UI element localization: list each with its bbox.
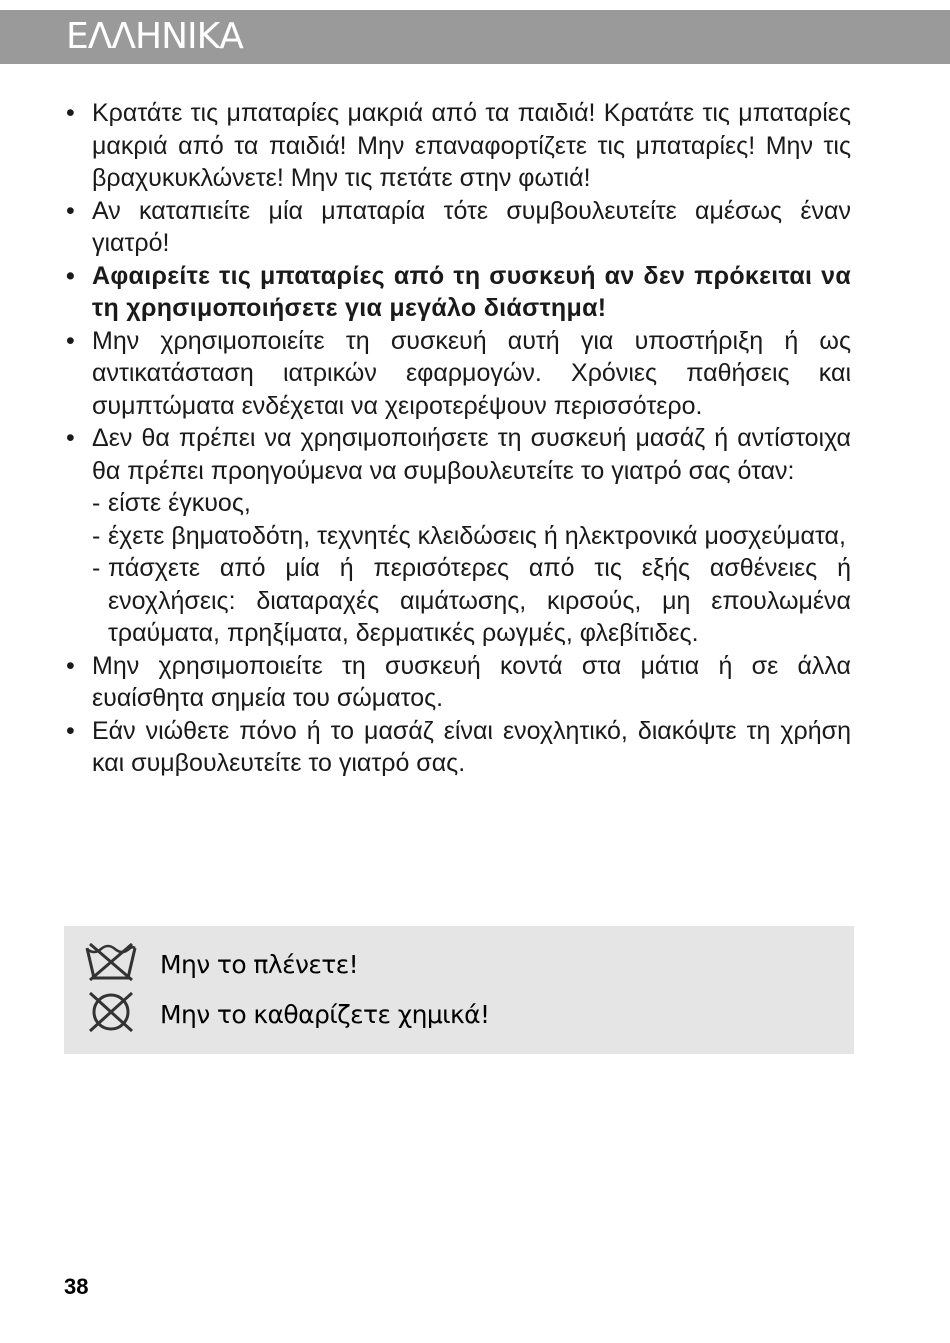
content	[66, 97, 851, 780]
list-item: • Μην χρησιμοποιείτε τη συσκευή κοντά στα μάτια ή σε άλλα ευαίσθητα σημεία του σώματος.	[66, 650, 851, 715]
sub-list-item: - έχετε βηματοδότη, τεχνητές κλειδώσεις ή ηλεκτρονικά μοσχεύματα,	[92, 520, 851, 553]
safety-list	[66, 97, 851, 780]
list-item-text: Δεν θα πρέπει να χρησιμοποιήσετε τη συσκευή μασάζ ή αντίστοιχα θα πρέπει προηγούμενα να συμβουλευτείτε το γιατρό σας όταν:	[92, 424, 851, 485]
care-text-no-dry-clean: Μην το καθαρίζετε χημικά!	[160, 1000, 490, 1029]
list-item: • Κρατάτε τις μπαταρίες μακριά από τα παιδιά! Κρατάτε τις μπαταρίες μακριά από τα παιδιά! Μην επαναφορτίζετε τις μπαταρίες! Μην τις βραχυκυκλώνετε! Μην τις πετάτε στην φωτιά!	[66, 97, 851, 195]
page-number: 38	[64, 1274, 89, 1299]
care-text-no-wash: Μην το πλένετε!	[160, 950, 359, 979]
list-item: • Εάν νιώθετε πόνο ή το μασάζ είναι ενοχλητικό, διακόψτε τη χρήση και συμβουλευτείτε το γιατρό σας.	[66, 715, 851, 780]
sub-list	[92, 487, 851, 650]
care-instructions-box	[64, 926, 854, 1054]
page-title: ΕΛΛΗΝΙΚΑ	[66, 16, 243, 57]
sub-list-item: - πάσχετε από μία ή περισότερες από τις εξής ασθένειες ή ενοχλήσεις: διαταραχές αιμάτωσης, κιρσούς, μη επουλωμένα τραύματα, πρηξίματα, δερματικές ρωγμές, φλεβίτιδες.	[92, 552, 851, 650]
do-not-dry-clean-icon	[84, 990, 138, 1034]
list-item: • Αφαιρείτε τις μπαταρίες από τη συσκευή αν δεν πρόκειται να τη χρησιμοποιήσετε για μεγάλο διάστημα!	[66, 260, 851, 325]
list-item: • Μην χρησιμοποιείτε τη συσκευή αυτή για υποστήριξη ή ως αντικατάσταση ιατρικών εφαρμογών. Χρόνιες παθήσεις και συμπτώματα ενδέχεται να χειροτερέψουν περισσότερο.	[66, 325, 851, 423]
sub-list-item: - είστε έγκυος,	[92, 487, 851, 520]
list-item	[66, 422, 851, 650]
do-not-wash-icon	[84, 940, 138, 984]
list-item: • Αν καταπιείτε μία μπαταρία τότε συμβουλευτείτε αμέσως έναν γιατρό!	[66, 195, 851, 260]
